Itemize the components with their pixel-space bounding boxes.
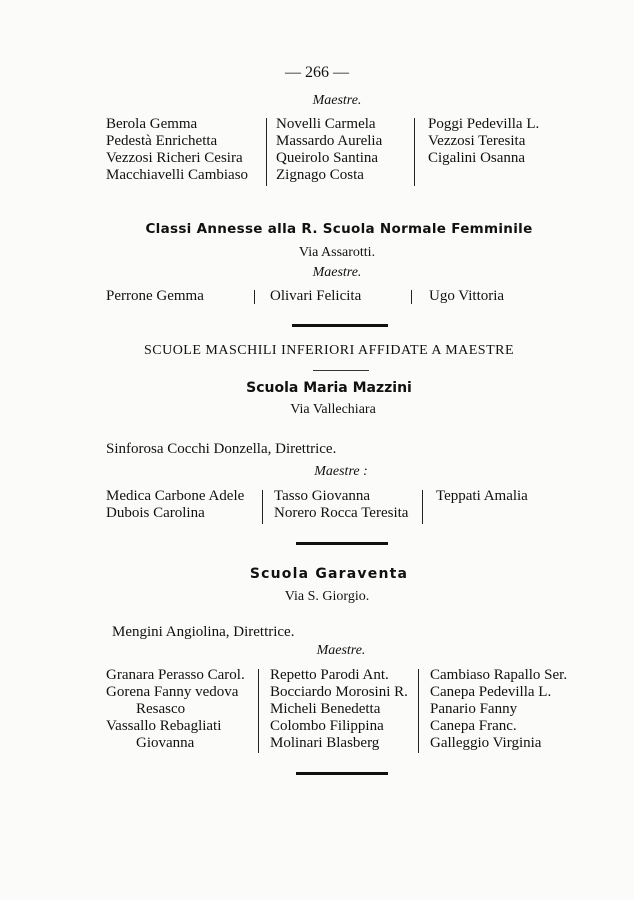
teacher-name: Tasso Giovanna: [274, 488, 371, 504]
teacher-name: Molinari Blasberg: [270, 735, 380, 751]
section4-school: Scuola Garaventa: [249, 566, 409, 582]
section2-col3: [429, 288, 504, 305]
section2-heading: Maestre.: [312, 265, 362, 280]
column-divider: [422, 490, 423, 524]
column-divider: [411, 290, 412, 304]
teacher-name: Massardo Aurelia: [276, 133, 383, 149]
section3-title: SCUOLE MASCHILI INFERIORI AFFIDATE A MAESTRE: [143, 343, 515, 358]
teacher-name: Panario Fanny: [430, 701, 518, 717]
teacher-name: Macchiavelli Cambiaso: [106, 167, 249, 183]
section2-col2: [270, 288, 361, 305]
teacher-name: Giovanna: [136, 735, 195, 751]
teacher-name: Berola Gemma: [106, 116, 198, 132]
teacher-name: Granara Perasso Carol.: [106, 667, 245, 683]
section3-col1: [106, 488, 244, 522]
teacher-name: Norero Rocca Teresita: [274, 505, 409, 521]
section1-heading: Maestre.: [312, 93, 362, 108]
section1-col1: [106, 116, 248, 184]
teacher-name: Canepa Franc.: [430, 718, 517, 734]
teacher-name: Galleggio Virginia: [430, 735, 542, 751]
section2-col1: [106, 288, 204, 305]
teacher-name: Olivari Felicita: [270, 288, 362, 304]
section-rule: [296, 542, 388, 545]
teacher-name: Resasco: [136, 701, 186, 717]
column-divider: [262, 490, 263, 524]
section3-director: Sinforosa Cocchi Donzella, Direttrice.: [106, 441, 337, 457]
teacher-name: Bocciardo Morosini R.: [270, 684, 408, 700]
section4-heading: Maestre.: [316, 643, 366, 658]
section4-col3: [430, 667, 567, 752]
teacher-name: Dubois Carolina: [106, 505, 205, 521]
teacher-name: Cigalini Osanna: [428, 150, 526, 166]
short-divider: [313, 370, 369, 371]
column-divider: [418, 669, 419, 753]
teacher-name: Pedestà Enrichetta: [106, 133, 218, 149]
section4-address: Via S. Giorgio.: [284, 589, 370, 604]
teacher-name: Queirolo Santina: [276, 150, 379, 166]
teacher-name: Canepa Pedevilla L.: [430, 684, 552, 700]
column-divider: [254, 290, 255, 304]
column-divider: [414, 118, 415, 186]
teacher-name: Gorena Fanny vedova: [106, 684, 239, 700]
section3-address: Via Vallechiara: [290, 402, 376, 417]
section3-col3: [436, 488, 528, 505]
section-rule: [296, 772, 388, 775]
section1-col3: [428, 116, 539, 167]
teacher-name: Zignago Costa: [276, 167, 364, 183]
teacher-name: Repetto Parodi Ant.: [270, 667, 389, 683]
section3-school: Scuola Maria Mazzini: [246, 380, 412, 396]
teacher-name: Vezzosi Richeri Cesira: [106, 150, 243, 166]
section4-col1: [106, 667, 245, 752]
section-rule: [292, 324, 388, 327]
teacher-name: Ugo Vittoria: [429, 288, 505, 304]
teacher-name: Cambiaso Rapallo Ser.: [430, 667, 568, 683]
section3-col2: [274, 488, 408, 522]
column-divider: [266, 118, 267, 186]
section2-address: Via Assarotti.: [298, 245, 376, 260]
teacher-name: Teppati Amalia: [436, 488, 528, 504]
section4-col2: [270, 667, 408, 752]
section1-col2: [276, 116, 382, 184]
column-divider: [258, 669, 259, 753]
teacher-name: Poggi Pedevilla L.: [428, 116, 540, 132]
section4-director: Mengini Angiolina, Direttrice.: [112, 624, 295, 640]
teacher-name: Perrone Gemma: [106, 288, 204, 304]
teacher-name: Colombo Filippina: [270, 718, 384, 734]
teacher-name: Vezzosi Teresita: [428, 133, 526, 149]
teacher-name: Medica Carbone Adele: [106, 488, 245, 504]
teacher-name: Micheli Benedetta: [270, 701, 381, 717]
section2-title: Classi Annesse alla R. Scuola Normale Femminile: [145, 221, 533, 237]
teacher-name: Vassallo Rebagliati: [106, 718, 222, 734]
teacher-name: Novelli Carmela: [276, 116, 376, 132]
section3-heading: Maestre :: [314, 464, 368, 479]
page-number: — 266 —: [285, 64, 349, 81]
